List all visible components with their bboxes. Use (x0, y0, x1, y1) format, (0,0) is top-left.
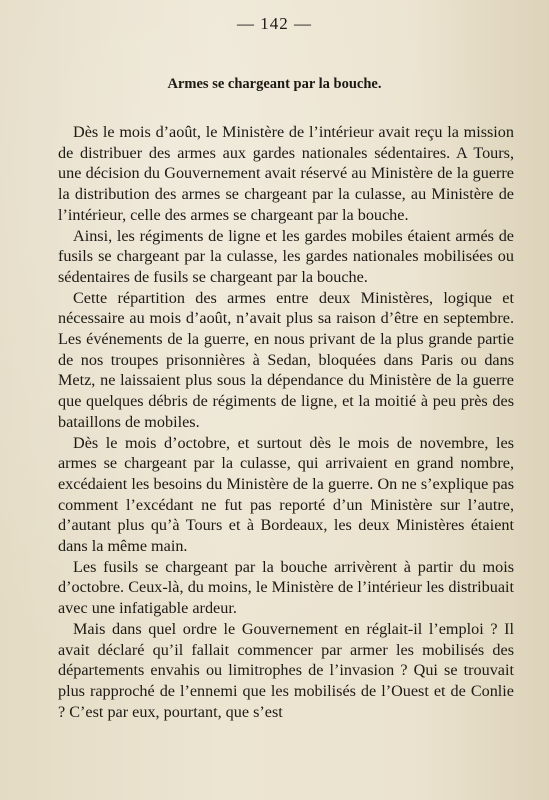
paragraph: Mais dans quel ordre le Gouvernement en réglait-il l’emploi ? Il avait déclaré qu’il fallait commencer par armer les mobilisés des départements envahis ou limitrophes de l’invasion ? Qui se trouvait plus rapproché de l’ennemi que les mobilisés de l’Ouest et de Conlie ? C’est par eux, pourtant, que s’est (58, 619, 514, 721)
section-heading: Armes se chargeant par la bouche. (167, 76, 382, 92)
paragraph: Ainsi, les régiments de ligne et les gardes mobiles étaient armés de fusils se chargeant par la culasse, les gardes nationales mobilisées ou sédentaires de fusils se chargeant par la bouche. (58, 226, 514, 286)
paragraph: Dès le mois d’octobre, et surtout dès le mois de novembre, les armes se chargeant par la culasse, qui arrivaient en grand nombre, excédaient les besoins du Ministère de la guerre. On ne s’explique pas comment l’excédant ne fut pas reporté d’un Ministère sur l’autre, d’autant plus qu’à Tours et à Bordeaux, les deux Ministères étaient dans la même main. (58, 433, 514, 556)
paragraph: Cette répartition des armes entre deux Ministères, logique et nécessaire au mois d’août, n’avait plus sa raison d’être en septembre. Les événements de la guerre, en nous privant de la plus grande partie de nos troupes prisonnières à Sedan, bloquées dans Paris ou dans Metz, ne laissaient plus sous la dépendance du Ministère de la guerre que quelques débris de régiments de ligne, et la moitié à peu près des bataillons de mobiles. (58, 288, 514, 431)
body-text (58, 122, 514, 722)
page-number: — 142 — (237, 14, 312, 33)
paragraph: Dès le mois d’août, le Ministère de l’intérieur avait reçu la mission de distribuer des armes aux gardes nationales sédentaires. A Tours, une décision du Gouvernement avait réservé au Ministère de la guerre la distribution des armes se chargeant par la culasse, au Ministère de l’intérieur, celle des armes se chargeant par la bouche. (58, 123, 514, 224)
paragraph: Les fusils se chargeant par la bouche arrivèrent à partir du mois d’octobre. Ceux-là, du moins, le Ministère de l’intérieur les distribuait avec une infatigable ardeur. (58, 557, 514, 618)
